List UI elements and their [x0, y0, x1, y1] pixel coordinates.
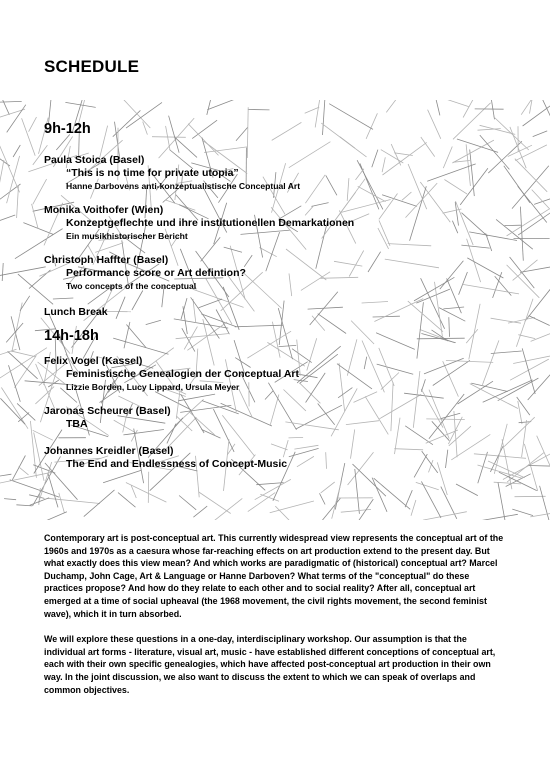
session-item — [44, 254, 524, 292]
pattern-line — [34, 512, 67, 520]
pattern-line — [255, 479, 291, 499]
pattern-line — [423, 512, 467, 520]
pattern-line — [10, 480, 59, 497]
pattern-line — [529, 316, 550, 326]
pattern-line — [9, 365, 21, 402]
session-item — [44, 355, 524, 393]
pattern-line — [32, 204, 38, 229]
pattern-line — [20, 296, 30, 311]
talk-title: Performance score or Art defintion? — [66, 267, 246, 279]
talk-title: The End and Endlessness of Concept-Music — [66, 458, 288, 470]
pattern-line — [498, 483, 508, 521]
pattern-line — [456, 484, 478, 496]
speaker: Felix Vogel (Kassel) — [44, 355, 143, 367]
pattern-line — [1, 388, 28, 429]
pattern-line — [126, 483, 166, 503]
pattern-line — [467, 514, 517, 520]
pattern-line — [29, 117, 37, 132]
schedule — [44, 120, 524, 471]
pattern-line — [321, 482, 335, 493]
session-item — [44, 154, 524, 192]
pattern-line — [59, 493, 65, 513]
pattern-line — [411, 500, 416, 516]
pattern-line — [65, 102, 95, 107]
talk-subtitle: Hanne Darbovens anti-konzeptualistische Conceptual Art — [66, 181, 301, 191]
talk-title: TBA — [66, 418, 88, 430]
speaker: Christoph Haffter (Basel) — [44, 254, 169, 266]
talk-title: “This is no time for private utopia” — [66, 167, 239, 179]
talk-subtitle: Lizzie Borden, Lucy Lippard, Ursula Meyer — [66, 382, 240, 392]
pattern-line — [12, 456, 25, 480]
pattern-line — [118, 493, 136, 508]
pattern-line — [248, 109, 270, 110]
session-item — [44, 445, 524, 471]
pattern-line — [2, 263, 3, 281]
pattern-line — [103, 470, 141, 483]
pattern-line — [13, 145, 20, 157]
description — [44, 532, 510, 709]
pattern-line — [537, 436, 550, 468]
pattern-line — [207, 100, 246, 110]
pattern-line — [0, 398, 25, 424]
pattern-line — [0, 160, 4, 197]
pattern-line — [0, 267, 46, 276]
pattern-line — [48, 474, 58, 508]
pattern-line — [0, 109, 25, 119]
pattern-line — [520, 266, 550, 273]
pattern-line — [30, 421, 36, 478]
pattern-line — [17, 403, 35, 420]
talk-subtitle: Ein musikhistorischer Bericht — [66, 231, 188, 241]
pattern-line — [355, 469, 360, 514]
pattern-line — [199, 498, 242, 520]
pattern-line — [207, 100, 213, 115]
speaker: Monika Voithofer (Wien) — [44, 204, 164, 216]
speaker: Jaronas Scheurer (Basel) — [44, 405, 171, 417]
pattern-line — [525, 278, 550, 322]
pattern-line — [522, 348, 535, 394]
pattern-line — [0, 215, 15, 226]
pattern-line — [542, 100, 550, 125]
pattern-line — [0, 155, 10, 166]
pattern-line — [405, 490, 412, 507]
pattern-line — [199, 492, 231, 514]
time-slot-morning: 9h-12h — [44, 121, 91, 137]
talk-title: Konzeptgeflechte und ihre institutionellen Demarkationen — [66, 217, 355, 229]
lunch-break: Lunch Break — [44, 306, 108, 318]
speaker: Johannes Kreidler (Basel) — [44, 445, 174, 457]
session-item — [44, 204, 524, 242]
pattern-line — [0, 474, 11, 477]
pattern-line — [416, 482, 439, 489]
pattern-line — [533, 131, 548, 137]
speaker: Paula Stoica (Basel) — [44, 154, 145, 166]
pattern-line — [19, 467, 29, 475]
pattern-line — [320, 493, 326, 504]
pattern-line — [305, 107, 320, 113]
pattern-line — [193, 506, 207, 517]
pattern-line — [179, 496, 196, 510]
page-title: SCHEDULE — [44, 57, 140, 76]
pattern-line — [275, 506, 302, 520]
pattern-line — [529, 466, 550, 467]
talk-subtitle: Two concepts of the conceptual — [66, 281, 197, 291]
pattern-line — [34, 433, 44, 481]
pattern-line — [436, 100, 440, 115]
pattern-line — [4, 499, 16, 500]
pattern-line — [12, 351, 36, 357]
talk-title: Feministische Genealogien der Conceptual Art — [66, 368, 299, 380]
pattern-line — [524, 444, 537, 491]
pattern-line — [7, 105, 26, 133]
pattern-line — [332, 481, 342, 519]
pattern-line — [256, 483, 283, 485]
paragraph: We will explore these questions in a one-day, interdisciplinary workshop. Our assumption is that the individual art forms - literature, visual art, music - have established different conceptions of conceptual art, each with their own specific genealogies, which have affected post-conceptual art production in their own way. In the joint discussion, we also want to discuss the extent to which we can speak of overlaps and common objectives. — [44, 634, 496, 695]
pattern-line — [18, 413, 29, 422]
pattern-line — [84, 490, 115, 517]
pattern-line — [531, 329, 550, 341]
paragraph: Contemporary art is post-conceptual art. This currently widespread view represents the conceptual art of the 1960s and 1970s as a caesura whose far-reaching effects on art production extend to the present day. But what exactly does this view mean? And which works are paradigmatic of (historical) conceptual art? Marcel Duchamp, John Cage, Art & Language or Hanne Darboven? What terms of the "conceptual" do these practices propose? And how do they relate to each other and to social reality? After all, conceptual art emerged at a time of social upheaval (the 1968 movement, the civil rights movement, the second feminist wave), which it in turn absorbed. — [44, 533, 504, 619]
pattern-line — [523, 100, 550, 126]
pattern-line — [0, 349, 16, 356]
pattern-line — [386, 100, 399, 112]
session-item — [44, 405, 524, 431]
pattern-line — [421, 481, 441, 518]
time-slot-afternoon: 14h-18h — [44, 328, 99, 344]
pattern-line — [8, 351, 38, 379]
